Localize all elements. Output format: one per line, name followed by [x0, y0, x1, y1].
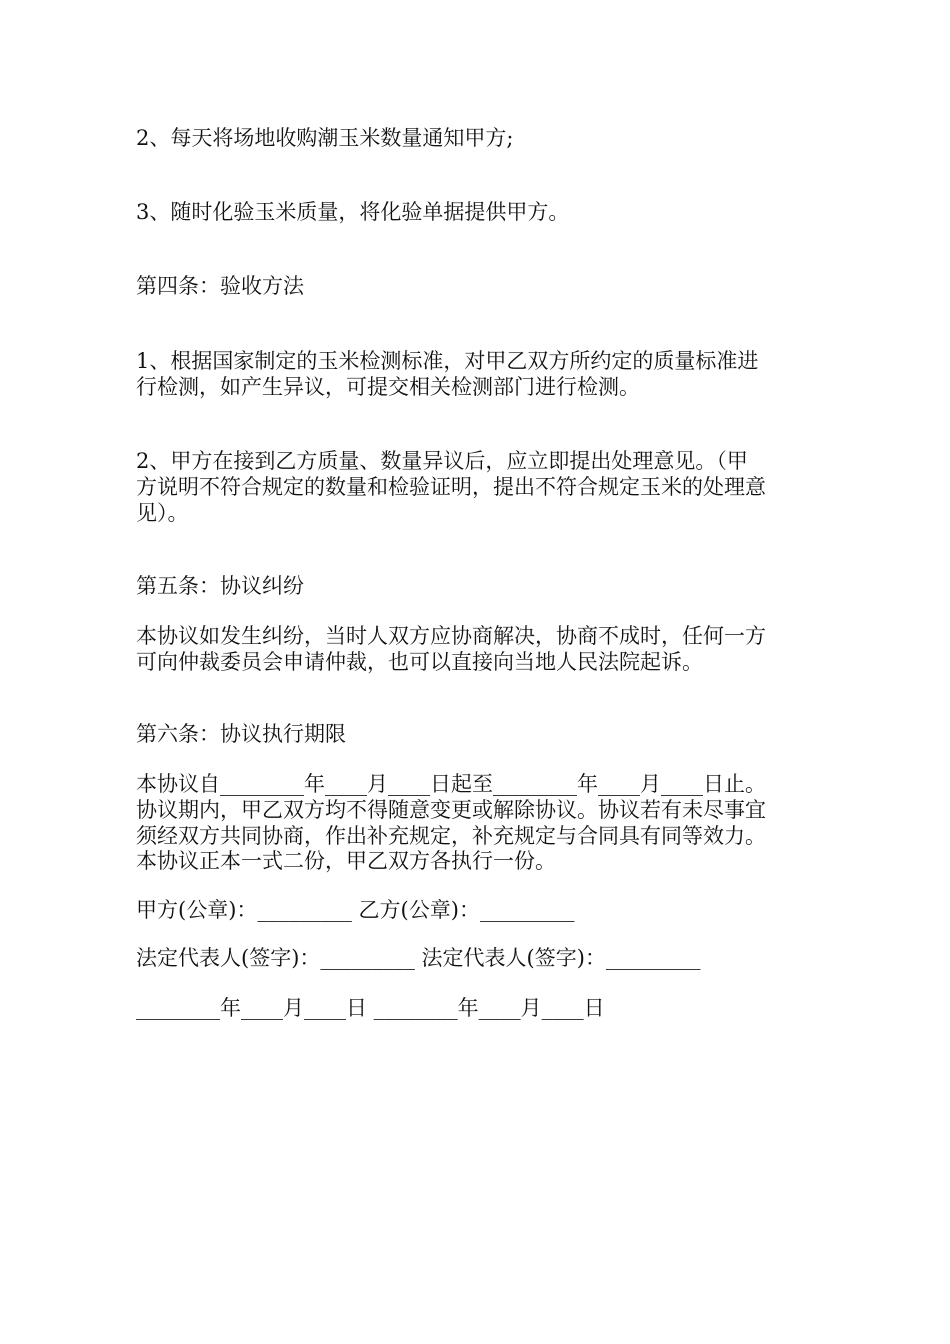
- date-line: ________年____月____日 ________年____月____日: [136, 996, 605, 1020]
- clause-4-item-2-line-3: 见）。: [136, 501, 189, 525]
- clause-4-heading: 第四条：验收方法: [136, 274, 304, 298]
- clause-4-item-1-line-1: 1、根据国家制定的玉米检测标准，对甲乙双方所约定的质量标准进: [136, 349, 759, 373]
- clause-5-heading: 第五条：协议纠纷: [136, 574, 304, 598]
- clause-5-body-line-2: 可向仲裁委员会申请仲裁，也可以直接向当地人民法院起诉。: [136, 650, 703, 674]
- clause-3-item-3: 3、随时化验玉米质量，将化验单据提供甲方。: [136, 200, 570, 224]
- clause-6-body-line-1: 本协议自________年____月____日起至________年____月____日止。: [136, 772, 766, 796]
- clause-6-body-line-3: 须经双方共同协商，作出补充规定，补充规定与合同具有同等效力。: [136, 824, 766, 848]
- seal-line: 甲方(公章)：_________ 乙方(公章)：_________: [136, 898, 575, 922]
- clause-4-item-1-line-2: 行检测，如产生异议，可提交相关检测部门进行检测。: [136, 375, 640, 399]
- representative-signature-line: 法定代表人(签字)：_________ 法定代表人(签字)：_________: [136, 946, 701, 970]
- clause-3-item-2: 2、每天将场地收购潮玉米数量通知甲方;: [136, 126, 514, 150]
- clause-6-heading: 第六条：协议执行期限: [136, 722, 346, 746]
- clause-6-body-line-4: 本协议正本一式二份，甲乙双方各执行一份。: [136, 849, 556, 873]
- clause-4-item-2-line-2: 方说明不符合规定的数量和检验证明，提出不符合规定玉米的处理意: [136, 475, 766, 499]
- clause-4-item-2-line-1: 2、甲方在接到乙方质量、数量异议后，应立即提出处理意见。（甲: [136, 449, 748, 473]
- clause-5-body-line-1: 本协议如发生纠纷，当时人双方应协商解决，协商不成时，任何一方: [136, 624, 766, 648]
- clause-6-body-line-2: 协议期内，甲乙双方均不得随意变更或解除协议。协议若有未尽事宜: [136, 798, 766, 822]
